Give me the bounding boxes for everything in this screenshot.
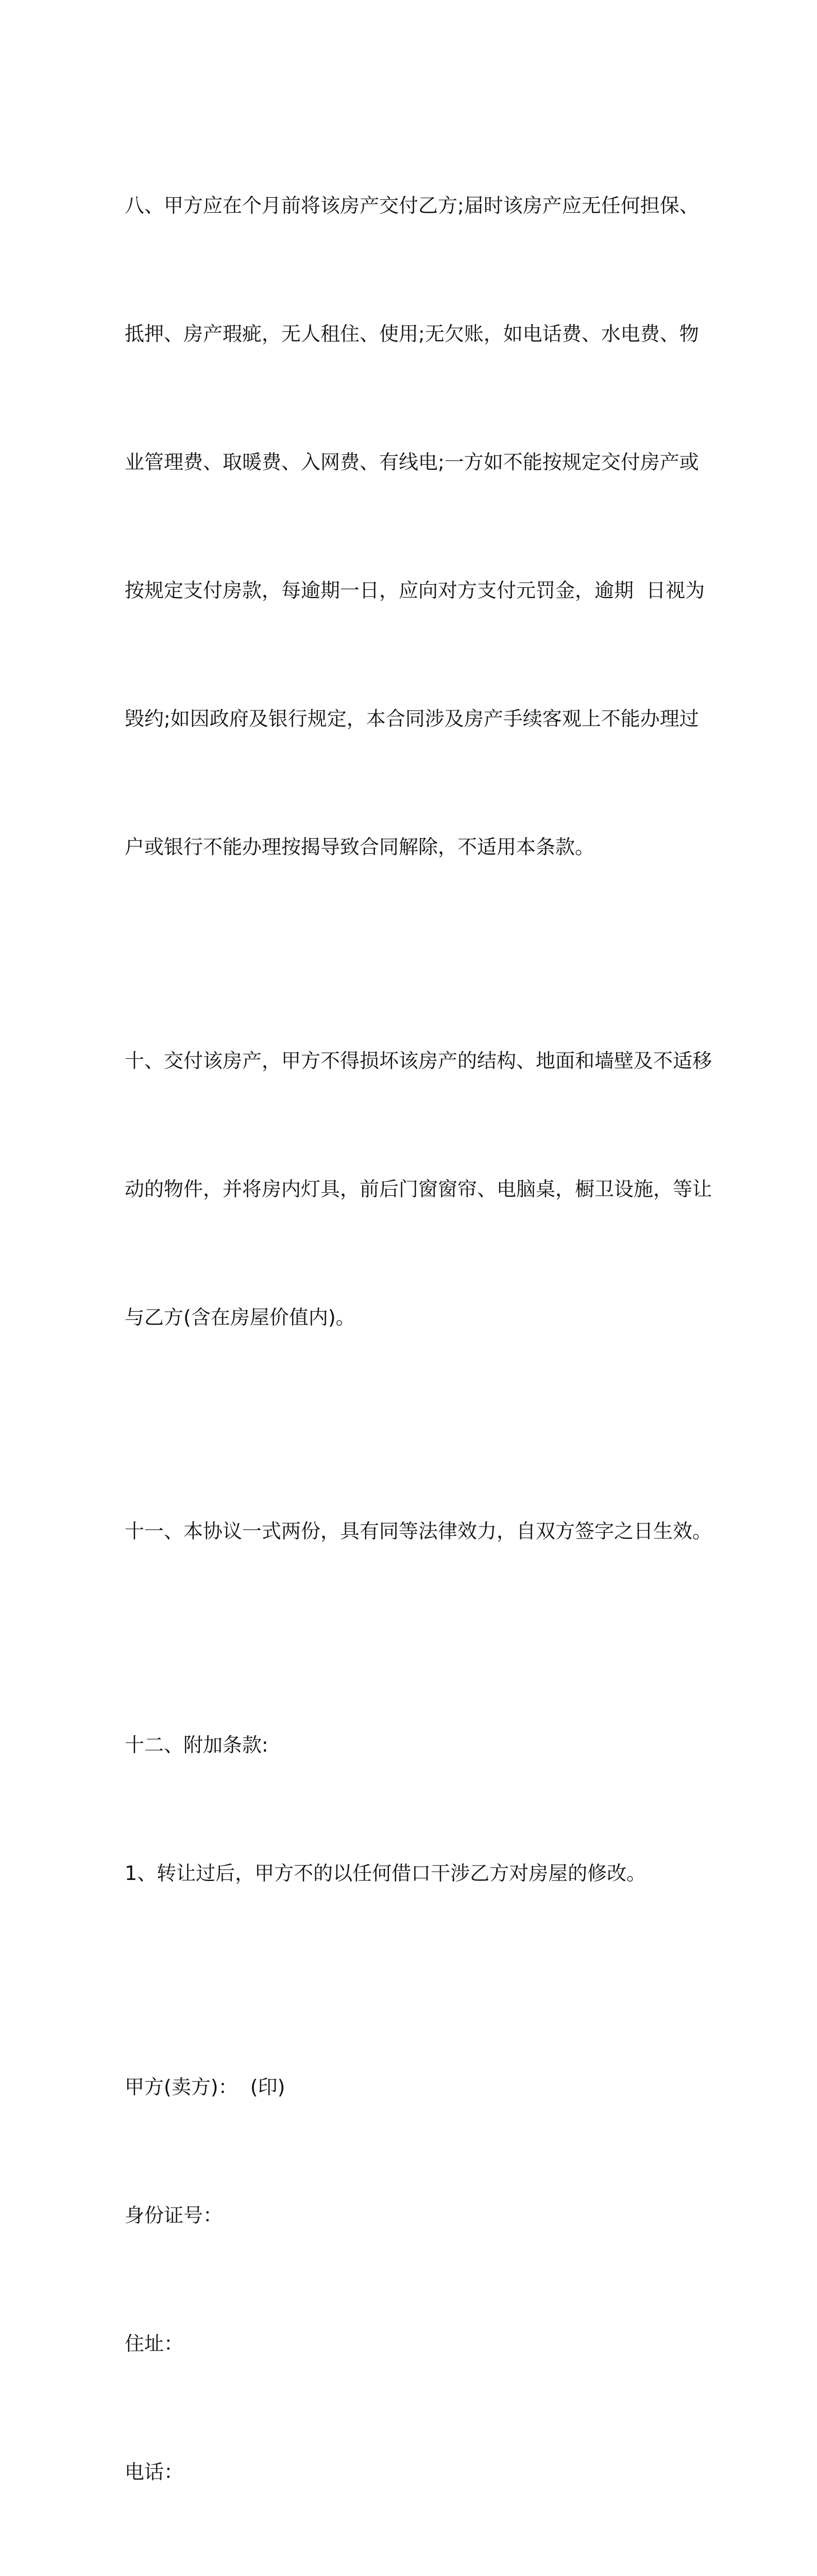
clause-12-item-1: 1、转让过后，甲方不的以任何借口干涉乙方对房屋的修改。	[125, 1862, 646, 1885]
clause-8-line-4: 按规定支付房款，每逾期一日，应向对方支付元罚金，逾期 日视为	[125, 579, 705, 602]
clause-8-line-3: 业管理费、取暖费、入网费、有线电;一方如不能按规定交付房产或	[125, 451, 699, 473]
contract-body	[125, 99, 712, 2576]
clause-8-line-6: 户或银行不能办理按揭导致合同解除，不适用本条款。	[125, 836, 595, 858]
clause-11-line: 十一、本协议一式两份，具有同等法律效力，自双方签字之日生效。	[125, 1520, 712, 1543]
clause-8	[125, 99, 705, 954]
party-a-block	[125, 1980, 702, 2576]
clause-8-line-2: 抵押、房产瑕疵，无人租住、使用;无欠账，如电话费、水电费、物	[125, 323, 699, 345]
clause-10-line-2: 动的物件，并将房内灯具，前后门窗窗帘、电脑桌，橱卫设施，等让	[125, 1178, 712, 1200]
clause-11	[125, 1425, 712, 1638]
party-a-title: 甲方(卖方)： (印)	[125, 2076, 285, 2098]
clause-12-heading: 十二、附加条款:	[125, 1734, 268, 1756]
party-a-address: 住址：	[125, 2332, 184, 2355]
clause-10-line-3: 与乙方(含在房屋价值内)。	[125, 1306, 355, 1329]
clause-12	[125, 1638, 702, 1980]
clause-8-line-1: 八、甲方应在个月前将该房产交付乙方;届时该房产应无任何担保、	[125, 194, 699, 217]
clause-10	[125, 954, 712, 1425]
party-a-id-number: 身份证号：	[125, 2204, 223, 2227]
clause-8-line-5: 毁约;如因政府及银行规定，本合同涉及房产手续客观上不能办理过	[125, 707, 699, 730]
clause-10-line-1: 十、交付该房产，甲方不得损坏该房产的结构、地面和墙壁及不适移	[125, 1049, 712, 1072]
party-a-phone: 电话：	[125, 2461, 184, 2483]
